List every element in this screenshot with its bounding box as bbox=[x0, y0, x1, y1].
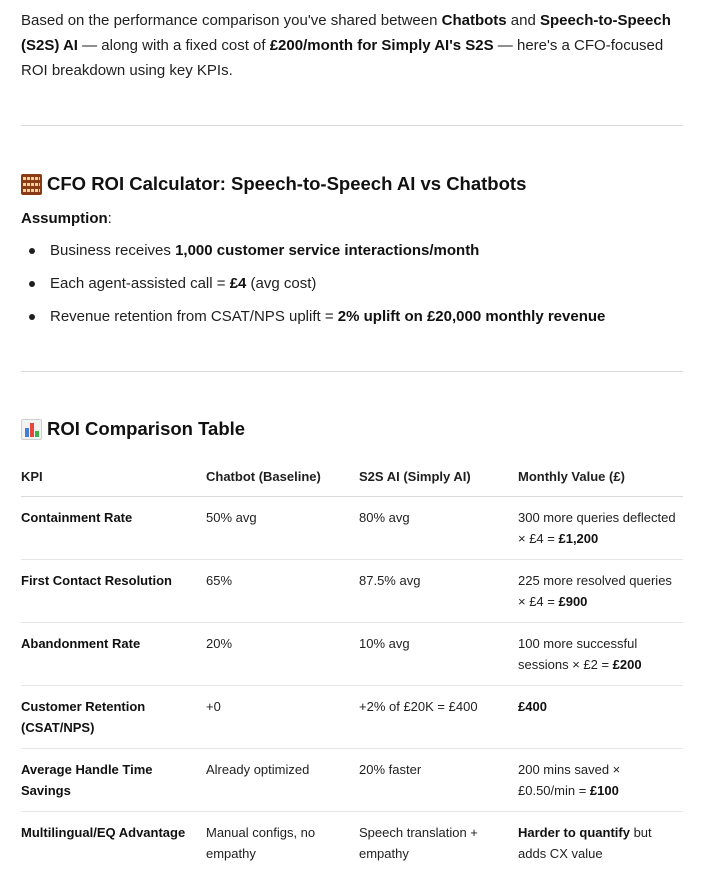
kpi-cell: Average Handle Time Savings bbox=[21, 749, 206, 812]
intro-text: — here's a CFO-focused ROI breakdown using key KPIs. bbox=[21, 37, 664, 79]
section-heading-roi-calculator bbox=[21, 172, 526, 196]
column-header-chatbot: Chatbot (Baseline) bbox=[206, 456, 359, 497]
table-row bbox=[21, 749, 683, 812]
column-header-kpi: KPI bbox=[21, 456, 206, 497]
assumption-list bbox=[21, 240, 605, 339]
s2s-cell: 87.5% avg bbox=[359, 560, 518, 623]
section-heading-roi-table bbox=[21, 417, 245, 441]
column-header-monthly-value: Monthly Value (£) bbox=[518, 456, 683, 497]
value-cell: 200 mins saved × £0.50/min = £100 bbox=[518, 749, 683, 812]
roi-comparison-table bbox=[21, 456, 683, 874]
s2s-cell: 20% faster bbox=[359, 749, 518, 812]
column-header-s2s: S2S AI (Simply AI) bbox=[359, 456, 518, 497]
chatbot-cell: 20% bbox=[206, 623, 359, 686]
chatbot-cell: Already optimized bbox=[206, 749, 359, 812]
s2s-cell: 10% avg bbox=[359, 623, 518, 686]
value-cell: £400 bbox=[518, 686, 683, 749]
kpi-cell: Customer Retention (CSAT/NPS) bbox=[21, 686, 206, 749]
intro-bold-s2s: Speech-to-Speech (S2S) AI bbox=[21, 12, 671, 54]
assumption-label: Assumption: bbox=[21, 210, 112, 227]
intro-paragraph bbox=[21, 8, 683, 83]
intro-bold-cost: £200/month for Simply AI's S2S bbox=[269, 37, 494, 54]
value-cell: 100 more successful sessions × £2 = £200 bbox=[518, 623, 683, 686]
table-row bbox=[21, 812, 683, 875]
s2s-cell: 80% avg bbox=[359, 497, 518, 560]
chatbot-cell: Manual configs, no empathy bbox=[206, 825, 316, 861]
chatbot-cell: 65% bbox=[206, 560, 359, 623]
list-item: Revenue retention from CSAT/NPS uplift = 2% uplift on £20,000 monthly revenue bbox=[21, 306, 605, 339]
chatbot-cell: +0 bbox=[206, 686, 359, 749]
table-row bbox=[21, 560, 683, 623]
table-row bbox=[21, 623, 683, 686]
divider bbox=[21, 371, 683, 372]
s2s-cell: Speech translation + empathy bbox=[359, 825, 478, 861]
table-row bbox=[21, 686, 683, 749]
intro-text: — along with a fixed cost of bbox=[77, 37, 270, 54]
intro-text: and bbox=[506, 12, 540, 29]
kpi-cell: Multilingual/EQ Advantage bbox=[21, 825, 186, 840]
value-cell: Harder to quantify but adds CX value bbox=[518, 825, 652, 861]
kpi-cell: Containment Rate bbox=[21, 497, 206, 560]
table-header-row bbox=[21, 456, 683, 497]
value-cell: 300 more queries deflected × £4 = £1,200 bbox=[518, 497, 683, 560]
kpi-cell: Abandonment Rate bbox=[21, 623, 206, 686]
abacus-icon bbox=[21, 174, 42, 195]
section-title: CFO ROI Calculator: Speech-to-Speech AI vs Chatbots bbox=[47, 173, 527, 194]
list-item: Business receives 1,000 customer service interactions/month bbox=[21, 240, 605, 273]
divider bbox=[21, 125, 683, 126]
s2s-cell: +2% of £20K = £400 bbox=[359, 686, 518, 749]
intro-bold-chatbots: Chatbots bbox=[441, 12, 507, 29]
chatbot-cell: 50% avg bbox=[206, 497, 359, 560]
bar-chart-icon bbox=[21, 419, 42, 440]
intro-text: Based on the performance comparison you've shared between bbox=[21, 12, 442, 29]
list-item: Each agent-assisted call = £4 (avg cost) bbox=[21, 273, 605, 306]
section-title: ROI Comparison Table bbox=[47, 418, 246, 439]
table-row bbox=[21, 497, 683, 560]
kpi-cell: First Contact Resolution bbox=[21, 560, 206, 623]
value-cell: 225 more resolved queries × £4 = £900 bbox=[518, 560, 683, 623]
